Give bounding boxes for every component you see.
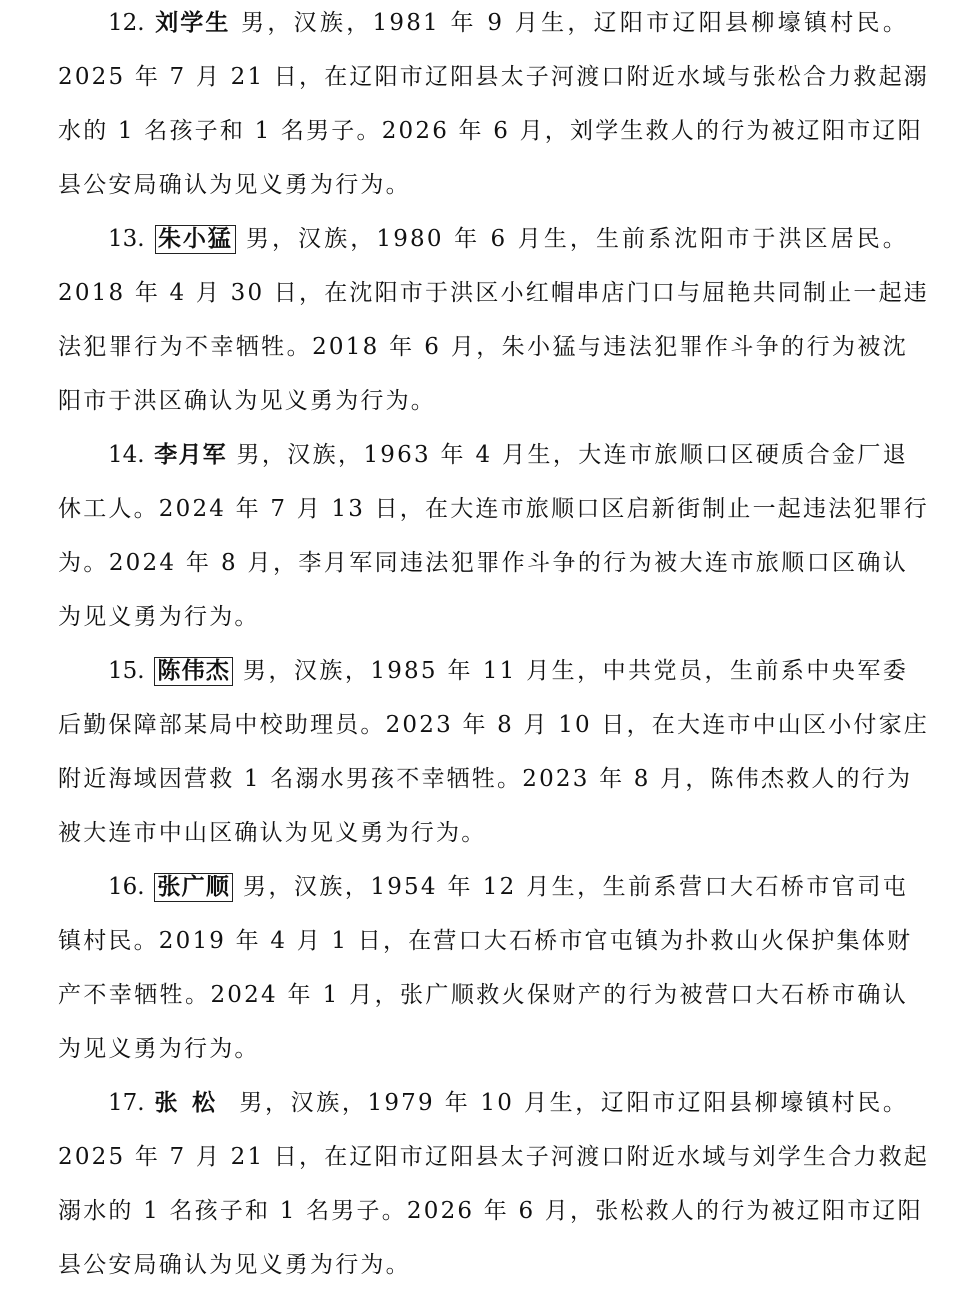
entry-16	[58, 860, 913, 1076]
entry-text-line: 休工人。2024 年 7 月 13 日，在大连市旅顺口区启新街制止一起违法犯罪行	[58, 496, 929, 522]
entry-text-line: 附近海域因营救 1 名溺水男孩不幸牺牲。2023 年 8 月，陈伟杰救人的行为	[58, 766, 913, 792]
entry-17	[58, 1076, 929, 1292]
entry-number: 12.	[108, 10, 145, 36]
entry-first-line	[58, 0, 908, 50]
entry-text-line: 产不幸牺牲。2024 年 1 月，张广顺救火保财产的行为被营口大石桥市确认	[58, 982, 908, 1008]
entry-text-line: 男，汉族，1985 年 11 月生，中共党员，生前系中央军委	[243, 658, 909, 684]
entry-first-line	[58, 860, 908, 914]
entry-first-line	[58, 1076, 908, 1130]
entry-text-line: 2025 年 7 月 21 日，在辽阳市辽阳县太子河渡口附近水域与刘学生合力救起	[58, 1144, 929, 1170]
entry-14	[58, 428, 929, 644]
entry-text-line: 溺水的 1 名孩子和 1 名男子。2026 年 6 月，张松救人的行为被辽阳市辽阳	[58, 1198, 923, 1224]
entry-first-line	[58, 428, 908, 482]
entry-first-line	[58, 212, 908, 266]
entry-number: 14.	[108, 442, 145, 468]
entry-text-line: 男，汉族，1980 年 6 月生，生前系沈阳市于洪区居民。	[245, 226, 908, 252]
entry-12	[58, 0, 929, 212]
entry-13	[58, 212, 929, 428]
document-page	[58, 0, 929, 1292]
person-name-boxed: 朱小猛	[155, 225, 236, 254]
entry-text-line: 阳市于洪区确认为见义勇为行为。	[58, 388, 436, 414]
entry-number: 16.	[108, 874, 145, 900]
entry-text-line: 2018 年 4 月 30 日，在沈阳市于洪区小红帽串店门口与屈艳共同制止一起违	[58, 280, 929, 306]
person-name-boxed: 陈伟杰	[154, 657, 233, 686]
entry-text-line: 县公安局确认为见义勇为行为。	[58, 172, 411, 198]
entry-text-line: 水的 1 名孩子和 1 名男子。2026 年 6 月，刘学生救人的行为被辽阳市辽阳	[58, 118, 923, 144]
entry-text-line: 后勤保障部某局中校助理员。2023 年 8 月 10 日，在大连市中山区小付家庄	[58, 712, 929, 738]
entry-text-line: 2025 年 7 月 21 日，在辽阳市辽阳县太子河渡口附近水域与张松合力救起溺	[58, 64, 929, 90]
entry-text-line: 为。2024 年 8 月，李月军同违法犯罪作斗争的行为被大连市旅顺口区确认	[58, 550, 908, 576]
entry-first-line	[58, 644, 908, 698]
entry-text-line: 为见义勇为行为。	[58, 1036, 260, 1062]
entry-text-line: 男，汉族，1981 年 9 月生，辽阳市辽阳县柳壕镇村民。	[241, 10, 909, 36]
person-name: 刘学生	[155, 10, 231, 36]
entry-text-line: 被大连市中山区确认为见义勇为行为。	[58, 820, 487, 846]
entry-text-line: 为见义勇为行为。	[58, 604, 260, 630]
entry-number: 13.	[108, 226, 145, 252]
entry-text-line: 县公安局确认为见义勇为行为。	[58, 1252, 411, 1278]
person-name-boxed: 张广顺	[154, 873, 233, 902]
person-name: 张松	[154, 1090, 230, 1116]
entry-text-line: 男，汉族，1979 年 10 月生，辽阳市辽阳县柳壕镇村民。	[239, 1090, 909, 1116]
entry-text-line: 法犯罪行为不幸牺牲。2018 年 6 月，朱小猛与违法犯罪作斗争的行为被沈	[58, 334, 908, 360]
entry-text-line: 镇村民。2019 年 4 月 1 日，在营口大石桥市官屯镇为扑救山火保护集体财	[58, 928, 913, 954]
entry-15	[58, 644, 929, 860]
person-name: 李月军	[154, 442, 227, 468]
entry-number: 17.	[108, 1090, 145, 1116]
entry-text-line: 男，汉族，1963 年 4 月生，大连市旅顺口区硬质合金厂退	[236, 442, 909, 468]
entry-number: 15.	[108, 658, 145, 684]
entry-text-line: 男，汉族，1954 年 12 月生，生前系营口大石桥市官司屯	[243, 874, 909, 900]
